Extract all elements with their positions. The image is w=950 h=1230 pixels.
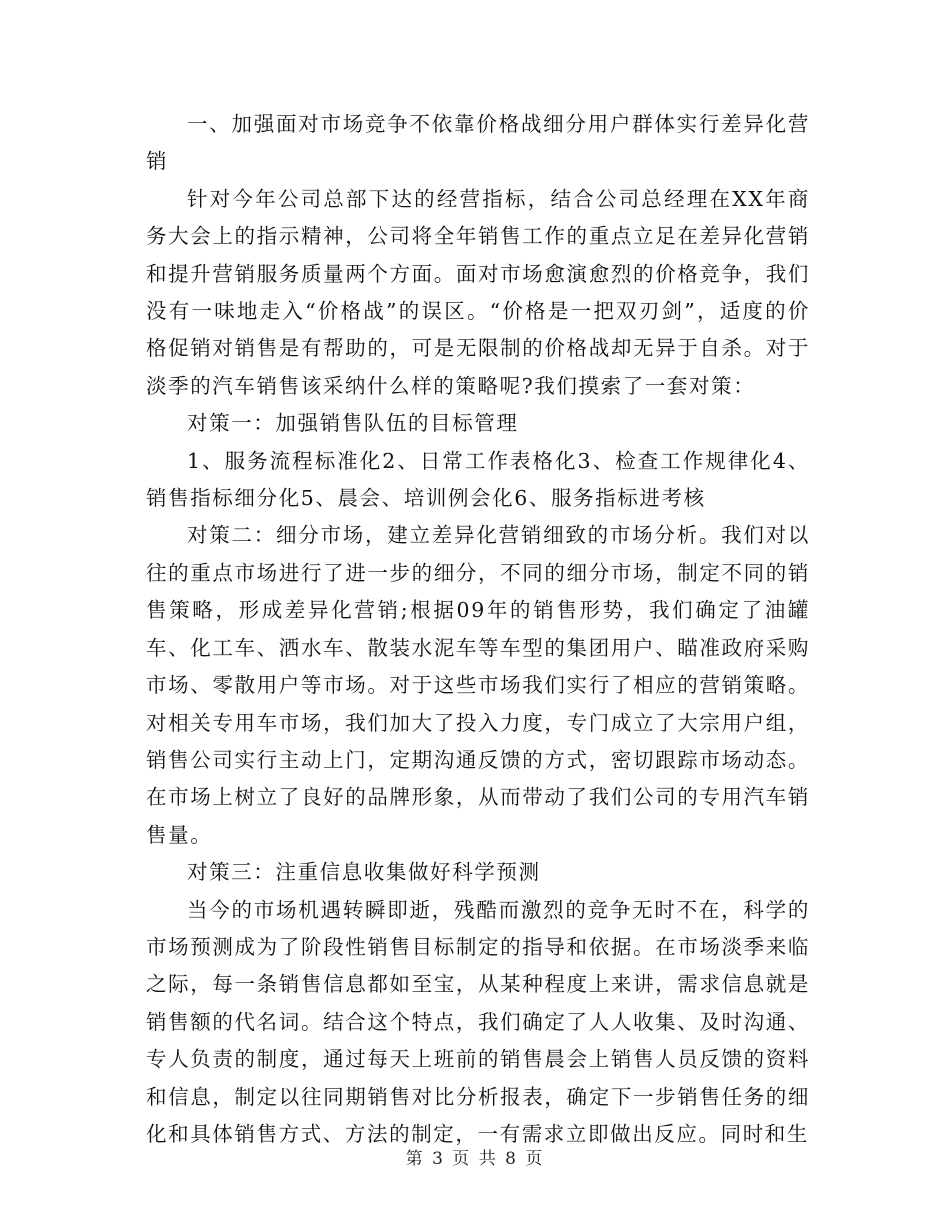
page-number-footer: 第 3 页 共 8 页 [405,1149,545,1169]
body-paragraph-intro: 针对今年公司总部下达的经营指标，结合公司总经理在XX年商务大会上的指示精神，公司将全年销售工作的重点立足在差异化营销和提升营销服务质量两个方面。面对市场愈演愈烈的价格竞争，我们没有一味地走入“价格战”的误区。“价格是一把双刃剑”，适度的价格促销对销售是有帮助的，可是无限制的价格战却无异于自杀。对于淡季的汽车销售该采纳什么样的策略呢?我们摸索了一套对策： [146,186,810,398]
section-heading: 一、加强面对市场竞争不依靠价格战细分用户群体实行差异化营销 [146,112,810,174]
strategy-two-paragraph: 对策二：细分市场，建立差异化营销细致的市场分析。我们对以往的重点市场进行了进一步的细分，不同的细分市场，制定不同的销售策略，形成差异化营销;根据09年的销售形势，我们确定了油罐车、化工车、洒水车、散装水泥车等车型的集团用户、瞄准政府采购市场、零散用户等市场。对于这些市场我们实行了相应的营销策略。对相关专用车市场，我们加大了投入力度，专门成立了大宗用户组，销售公司实行主动上门，定期沟通反馈的方式，密切跟踪市场动态。在市场上树立了良好的品牌形象，从而带动了我们公司的专用汽车销售量。 [146,523,810,847]
document-body [146,106,810,1153]
strategy-one-heading: 对策一：加强销售队伍的目标管理 [187,411,519,436]
strategy-three-paragraph: 当今的市场机遇转瞬即逝，残酷而激烈的竞争无时不在，科学的市场预测成为了阶段性销售目标制定的指导和依据。在市场淡季来临之际，每一条销售信息都如至宝，从某种程度上来讲，需求信息就是销售额的代名词。结合这个特点，我们确定了人人收集、及时沟通、专人负责的制度，通过每天上班前的销售晨会上销售人员反馈的资料和信息，制定以往同期销售对比分析报表，确定下一步销售任务的细化和具体销售方式、方法的制定，一有需求立即做出反应。同时和生 [146,897,810,1146]
strategy-three-heading: 对策三：注重信息收集做好科学预测 [187,860,541,885]
strategy-one-list: 1、服务流程标准化2、日常工作表格化3、检查工作规律化4、销售指标细分化5、晨会、培训例会化6、服务指标进考核 [146,448,810,511]
